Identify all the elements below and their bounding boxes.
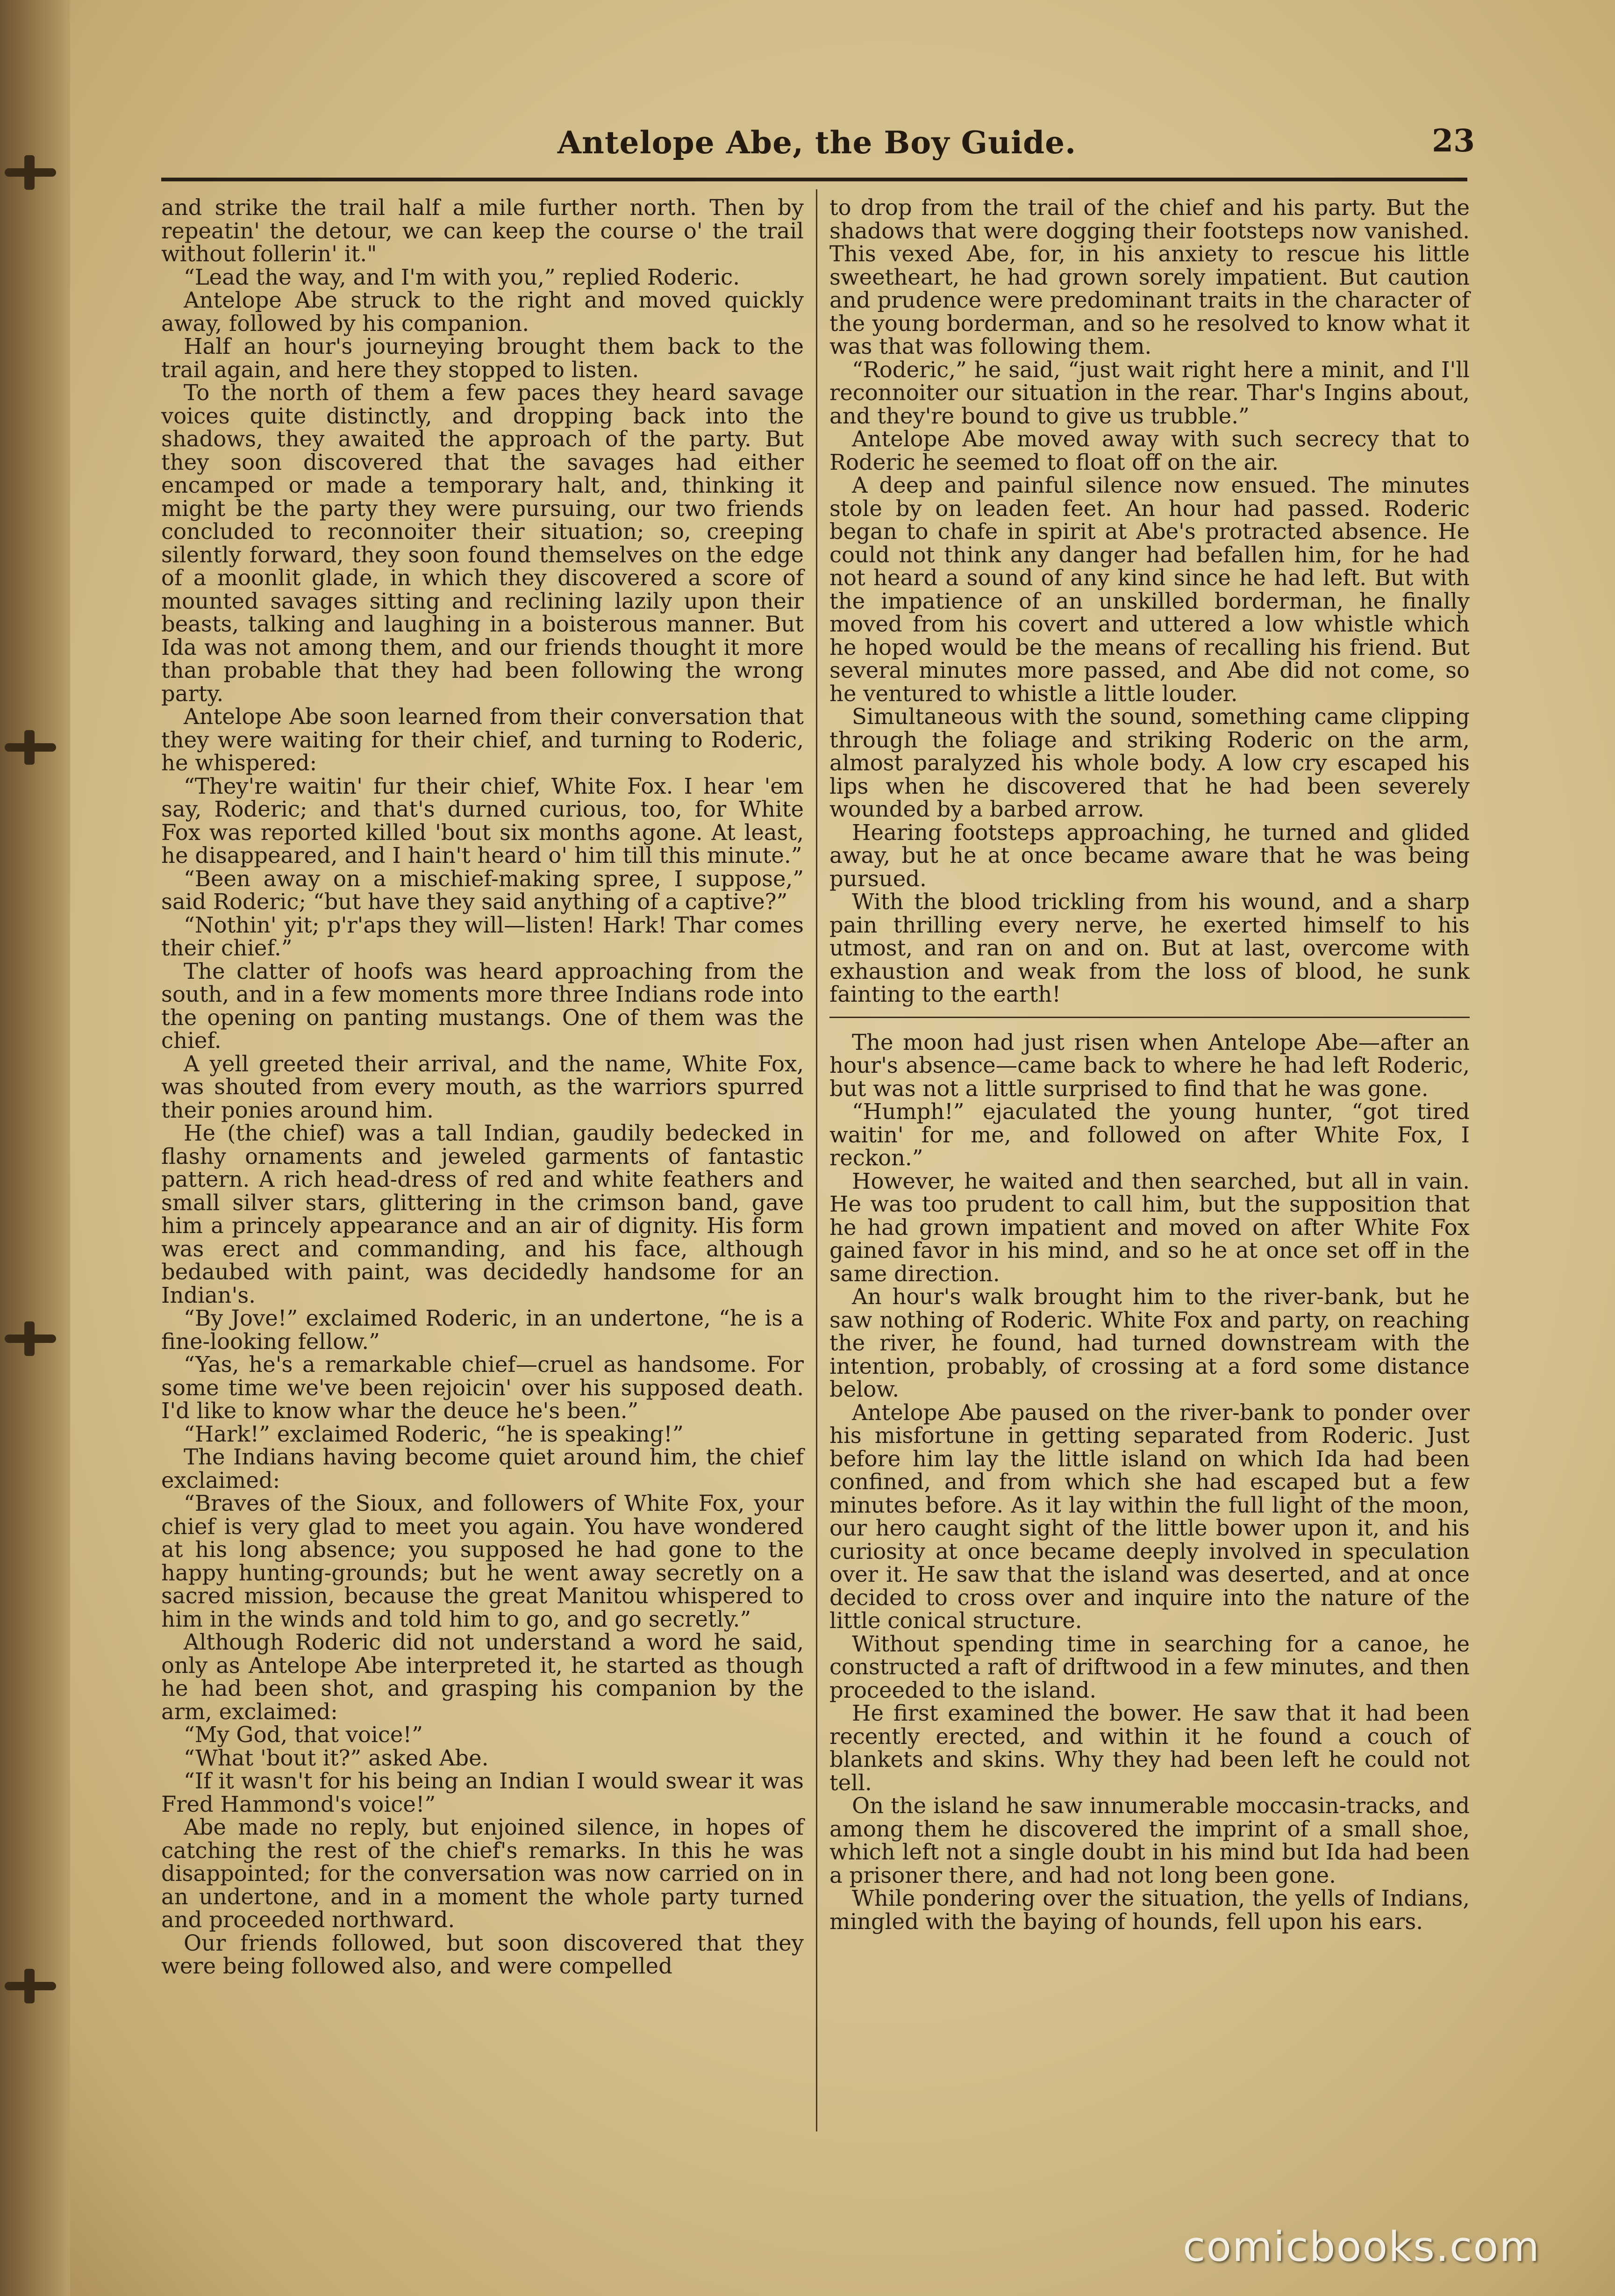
paragraph: “Roderic,” he said, “just wait right here a minit, and I'll reconnoiter our situation in the rear. Thar's Ingins about, and they're bound to give us trubble.” <box>829 357 1470 429</box>
paragraph: While pondering over the situation, the yells of Indians, mingled with the baying of hounds, fell upon his ears. <box>829 1886 1470 1934</box>
binding-gutter <box>0 0 70 2296</box>
binding-thread-mark <box>5 743 56 752</box>
left-column <box>161 196 804 1978</box>
paragraph: “Been away on a mischief-making spree, I suppose,” said Roderic; “but have they said anything of a captive?” <box>161 866 804 914</box>
paragraph: He (the chief) was a tall Indian, gaudily bedecked in flashy ornaments and jeweled garments of fantastic pattern. A rich head-dress of red and white feathers and small silver stars, glittering in the crimson band, gave him a princely appearance and an air of dignity. His form was erect and commanding, and his face, although bedaubed with paint, was decidedly handsome for an Indian's. <box>161 1120 804 1308</box>
paragraph: Half an hour's journeying brought them back to the trail again, and here they stopped to listen. <box>161 334 804 382</box>
paragraph: “What 'bout it?” asked Abe. <box>184 1745 489 1771</box>
paragraph: An hour's walk brought him to the river-bank, but he saw nothing of Roderic. White Fox and party, on reaching the river, he found, had turned downstream with the intention, probably, of crossing at a ford some distance below. <box>829 1284 1470 1402</box>
paragraph: to drop from the trail of the chief and his party. But the shadows that were dogging their footsteps now vanished. This vexed Abe, for, in his anxiety to rescue his little sweetheart, he had grown sorely impatient. But caution and prudence were predominant traits in the character of the young borderman, and so he resolved to know what it was that was following them. <box>829 195 1470 359</box>
paragraph: “If it wasn't for his being an Indian I would swear it was Fred Hammond's voice!” <box>161 1768 804 1817</box>
section-break-rule <box>829 1017 1470 1018</box>
paragraph: Abe made no reply, but enjoined silence, in hopes of catching the rest of the chief's remarks. In this he was disappointed; for the conversation was now carried on in an undertone, and in a moment the whole party turned and proceeded northward. <box>161 1815 804 1932</box>
paragraph: With the blood trickling from his wound, and a sharp pain thrilling every nerve, he exerted himself to his utmost, and ran on and on. But at last, overcome with exhaustion and weak from the loss of blood, he sunk fainting to the earth! <box>829 889 1470 1007</box>
paragraph: The Indians having become quiet around him, the chief exclaimed: <box>161 1444 804 1493</box>
paragraph: “Lead the way, and I'm with you,” replied Roderic. <box>184 264 740 290</box>
paragraph: The clatter of hoofs was heard approaching from the south, and in a few moments more three Indians rode into the opening on panting mustangs. One of them was the chief. <box>161 958 804 1053</box>
paragraph: He first examined the bower. He saw that it had been recently erected, and within it he found a couch of blankets and skins. Why they had been left he could not tell. <box>829 1700 1470 1795</box>
paragraph: Simultaneous with the sound, something came clipping through the foliage and striking Roderic on the arm, almost paralyzed his whole body. A low cry escaped his lips when he discovered that he had been severely wounded by a barbed arrow. <box>829 704 1470 822</box>
paragraph: “They're waitin' fur their chief, White Fox. I hear 'em say, Roderic; and that's durned curious, too, for White Fox was reported killed 'bout six months agone. At least, he disappeared, and I hain't heard o' him till this minute.” <box>161 773 804 868</box>
paragraph: However, he waited and then searched, but all in vain. He was too prudent to call him, but the supposition that he had grown impatient and moved on after White Fox gained favor in his mind, and so he at once set off in the same direction. <box>829 1168 1470 1286</box>
paragraph: Antelope Abe moved away with such secrecy that to Roderic he seemed to float off on the air. <box>829 426 1470 475</box>
paragraph: “Nothin' yit; p'r'aps they will—listen! Hark! Thar comes their chief.” <box>161 912 804 961</box>
paragraph: “Braves of the Sioux, and followers of White Fox, your chief is very glad to meet you again. You have wondered at his long absence; you supposed he had gone to the happy hunting-grounds; but he went away secretly on a sacred mission, because the great Manitou whispered to him in the winds and told him to go, and go secretly.” <box>161 1491 804 1632</box>
paragraph: To the north of them a few paces they heard savage voices quite distinctly, and dropping back into the shadows, they awaited the approach of the party. But they soon discovered that the savages had either encamped or made a temporary halt, and, thinking it might be the party they were pursuing, our two friends concluded to reconnoiter their situation; so, creeping silently forward, they soon found themselves on the edge of a moonlit glade, in which they discovered a score of mounted savages sitting and reclining lazily upon their beasts, talking and laughing in a boisterous manner. But Ida was not among them, and our friends thought it more than probable that they had been following the wrong party. <box>161 380 804 706</box>
paragraph: Without spending time in searching for a canoe, he constructed a raft of driftwood in a few minutes, and then proceeded to the island. <box>829 1631 1470 1703</box>
binding-thread-mark <box>5 1982 56 1990</box>
paragraph: Hearing footsteps approaching, he turned and glided away, but he at once became aware that he was being pursued. <box>829 819 1470 891</box>
right-column <box>829 196 1470 1933</box>
page-number: 23 <box>1432 122 1475 159</box>
header-rule <box>161 178 1467 181</box>
paragraph: Although Roderic did not understand a word he said, only as Antelope Abe interpreted it, he started as though he had been shot, and grasping his companion by the arm, exclaimed: <box>161 1629 804 1724</box>
paragraph: Antelope Abe paused on the river-bank to ponder over his misfortune in getting separated from Roderic. Just before him lay the little island on which Ida had been confined, and from which she had escaped but a few minutes before. As it lay within the full light of the moon, our hero caught sight of the little bower upon it, and his curiosity at once became deeply involved in speculation over it. He saw that the island was deserted, and at once decided to cross over and inquire into the nature of the little conical structure. <box>829 1399 1470 1633</box>
paragraph: “My God, that voice!” <box>184 1722 423 1747</box>
paragraph: Our friends followed, but soon discovered that they were being followed also, and were compelled <box>161 1930 804 1979</box>
paragraph: Antelope Abe struck to the right and moved quickly away, followed by his companion. <box>161 287 804 336</box>
binding-thread-mark <box>5 1335 56 1343</box>
paragraph: “Yas, he's a remarkable chief—cruel as handsome. For some time we've been rejoicin' over his supposed death. I'd like to know whar the deuce he's been.” <box>161 1352 804 1423</box>
paragraph: A yell greeted their arrival, and the name, White Fox, was shouted from every mouth, as the warriors spurred their ponies around him. <box>161 1051 804 1123</box>
paragraph: The moon had just risen when Antelope Abe—after an hour's absence—came back to where he had left Roderic, but was not a little surprised to find that he was gone. <box>829 1029 1470 1101</box>
column-divider <box>816 189 817 2131</box>
paragraph: and strike the trail half a mile further north. Then by repeatin' the detour, we can keep the course o' the trail without follerin' it." <box>161 195 804 266</box>
paragraph: “Hark!” exclaimed Roderic, “he is speaking!” <box>184 1421 684 1447</box>
running-header <box>159 115 1475 171</box>
paragraph: Antelope Abe soon learned from their conversation that they were waiting for their chief, and turning to Roderic, he whispered: <box>161 704 804 775</box>
paragraph: “By Jove!” exclaimed Roderic, in an undertone, “he is a fine-looking fellow.” <box>161 1306 804 1354</box>
paragraph: A deep and painful silence now ensued. The minutes stole by on leaden feet. An hour had passed. Roderic began to chafe in spirit at Abe's protracted absence. He could not think any danger had befallen him, for he had not heard a sound of any kind since he had left. But with the impatience of an unskilled borderman, he finally moved from his covert and uttered a low whistle which he hoped would be the means of recalling his friend. But several minutes more passed, and Abe did not come, so he ventured to whistle a little louder. <box>829 473 1470 706</box>
paragraph: “Humph!” ejaculated the young hunter, “got tired waitin' for me, and followed on after White Fox, I reckon.” <box>829 1099 1470 1170</box>
running-title: Antelope Abe, the Boy Guide. <box>557 124 1077 161</box>
paragraph: On the island he saw innumerable moccasin-tracks, and among them he discovered the imprint of a small shoe, which left not a single doubt in his mind but Ida had been a prisoner there, and had not long been gone. <box>829 1793 1470 1888</box>
watermark: comicbooks.com <box>1182 2223 1540 2271</box>
binding-thread-mark <box>5 168 56 177</box>
